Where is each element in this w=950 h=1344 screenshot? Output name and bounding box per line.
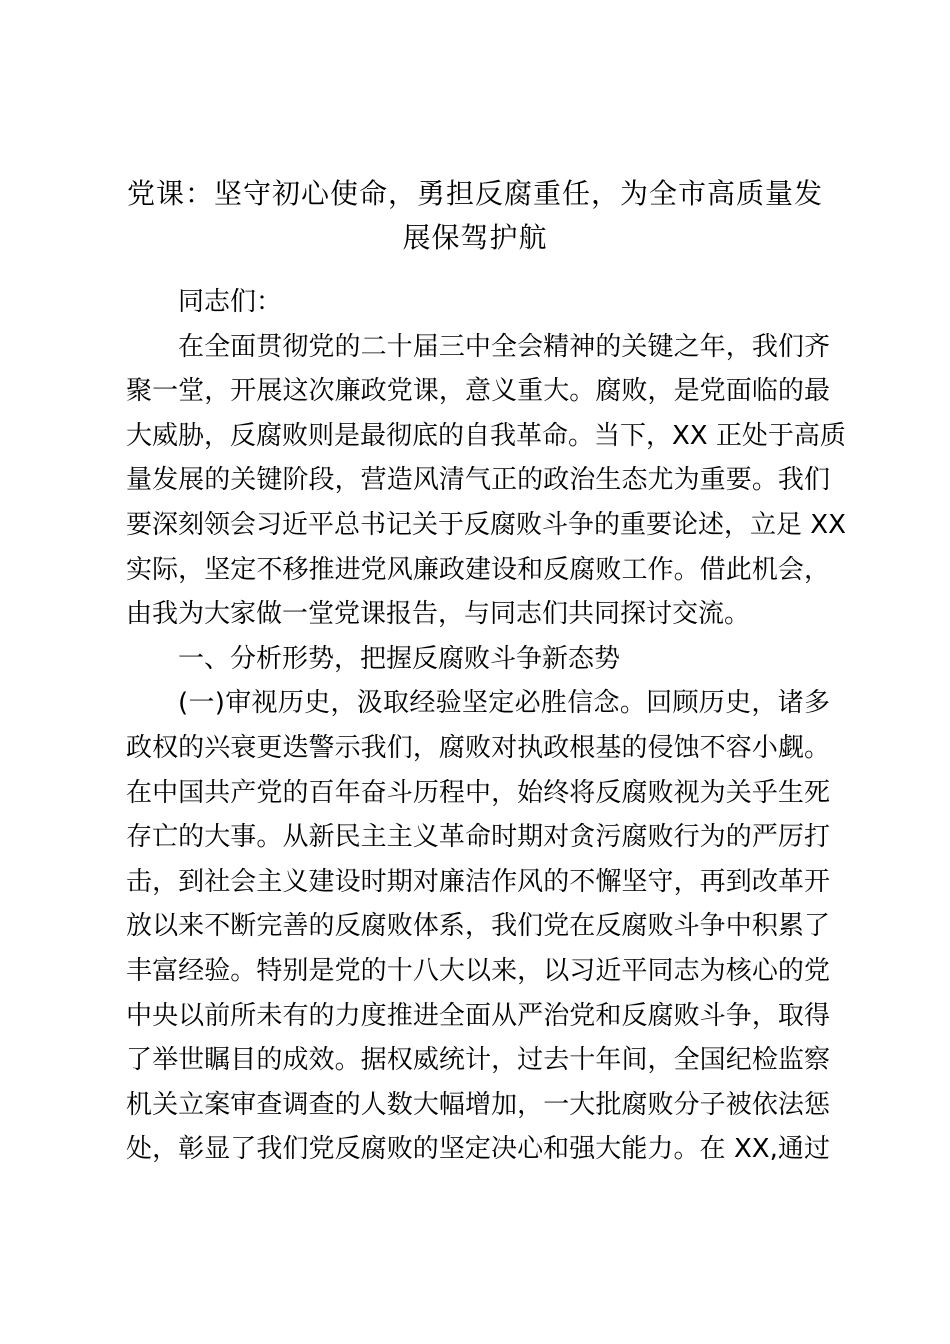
paragraph-line: 大威胁，反腐败则是最彻底的自我革命。当下，XX 正处于高质 [126, 420, 846, 451]
paragraph-line: 政权的兴衰更迭警示我们，腐败对执政根基的侵蚀不容小觑。 [126, 732, 830, 763]
paragraph-line: 在中国共产党的百年奋斗历程中，始终将反腐败视为关乎生死 [126, 777, 830, 808]
salutation: 同志们： [178, 287, 283, 317]
paragraph-line: 放以来不断完善的反腐败体系，我们党在反腐败斗争中积累了 [126, 911, 830, 942]
title-line: 党课：坚守初心使命，勇担反腐重任，为全市高质量发 [126, 177, 823, 210]
paragraph-line: 量发展的关键阶段，营造风清气正的政治生态尤为重要。我们 [126, 465, 830, 496]
document-title [118, 172, 832, 260]
paragraph-line: 中央以前所未有的力度推进全面从严治党和反腐败斗争，取得 [126, 1000, 830, 1031]
section-heading: 一、分析形势，把握反腐败斗争新态势 [178, 643, 621, 674]
paragraph-line: 处，彰显了我们党反腐败的坚定决心和强大能力。在 XX,通过 [126, 1134, 830, 1165]
paragraph-line: 要深刻领会习近平总书记关于反腐败斗争的重要论述，立足 XX [126, 509, 846, 540]
paragraph-line: 机关立案审查调查的人数大幅增加，一大批腐败分子被依法惩 [126, 1089, 830, 1120]
paragraph-line: 击，到社会主义建设时期对廉洁作风的不懈坚守，再到改革开 [126, 866, 830, 897]
paragraph-line: 了举世瞩目的成效。据权威统计，过去十年间，全国纪检监察 [126, 1045, 830, 1076]
intro-paragraph [126, 325, 846, 637]
paragraph-line: 聚一堂，开展这次廉政党课，意义重大。腐败，是党面临的最 [126, 376, 830, 407]
paragraph-line: 由我为大家做一堂党课报告，与同志们共同探讨交流。 [126, 599, 751, 630]
title-line: 展保驾护航 [402, 221, 548, 254]
paragraph-line: 在全面贯彻党的二十届三中全会精神的关键之年，我们齐 [178, 331, 830, 362]
paragraph-line: 丰富经验。特别是党的十八大以来，以习近平同志为核心的党 [126, 955, 830, 986]
paragraph-line: (一)审视历史，汲取经验坚定必胜信念。回顾历史，诸多 [178, 688, 830, 719]
paragraph-line: 存亡的大事。从新民主主义革命时期对贪污腐败行为的严厉打 [126, 822, 830, 853]
document-body [126, 280, 846, 1172]
paragraph-line: 实际，坚定不移推进党风廉政建设和反腐败工作。借此机会， [126, 554, 830, 585]
subsection-paragraph [126, 681, 830, 1172]
